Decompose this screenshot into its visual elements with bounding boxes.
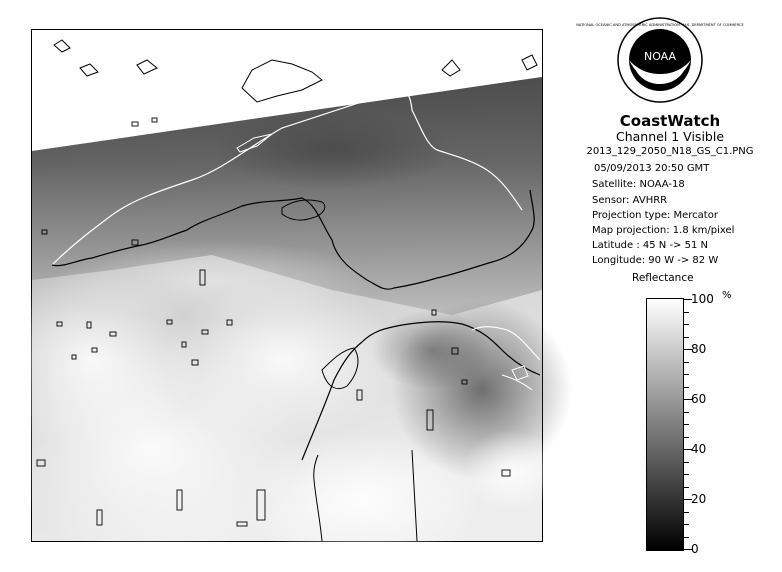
- colorbar-tick: [684, 524, 689, 525]
- colorbar-tick: [684, 374, 689, 375]
- noaa-logo: [576, 16, 744, 104]
- colorbar-unit: %: [722, 290, 732, 301]
- colorbar-tick: [684, 337, 689, 338]
- longitude-range: Longitude: 90 W -> 82 W: [592, 255, 719, 266]
- colorbar-tick: [684, 412, 689, 413]
- map-projection: Map projection: 1.8 km/pixel: [592, 225, 735, 236]
- colorbar-tick-label: 100: [691, 292, 714, 306]
- reflectance-colorbar: [646, 298, 684, 551]
- sensor: Sensor: AVHRR: [592, 195, 668, 206]
- satellite-image: [31, 29, 543, 542]
- colorbar-tick: [684, 474, 689, 475]
- satellite: Satellite: NOAA-18: [592, 179, 685, 190]
- colorbar-tick-label: 0: [691, 542, 699, 556]
- colorbar-tick-label: 60: [691, 392, 707, 406]
- logo-text: NOAA: [643, 50, 677, 63]
- colorbar-tick: [684, 487, 689, 488]
- colorbar-tick: [684, 387, 689, 388]
- latitude-range: Latitude : 45 N -> 51 N: [592, 240, 708, 251]
- brand-title: CoastWatch: [619, 112, 721, 130]
- channel-label: Channel 1 Visible: [615, 129, 725, 144]
- projection-type: Projection type: Mercator: [592, 210, 718, 221]
- colorbar-tick-label: 80: [691, 342, 707, 356]
- colorbar-tick: [684, 324, 689, 325]
- colorbar-tick: [684, 312, 689, 313]
- colorbar-tick-label: 20: [691, 492, 707, 506]
- colorbar-tick: [684, 537, 689, 538]
- datetime: 05/09/2013 20:50 GMT: [594, 163, 710, 174]
- colorbar-tick: [684, 462, 689, 463]
- colorbar-tick-label: 40: [691, 442, 707, 456]
- logo-ring-text: NATIONAL OCEANIC AND ATMOSPHERIC ADMINISTRATION · U.S. DEPARTMENT OF COMMERCE: [576, 23, 744, 27]
- colorbar-tick: [684, 362, 689, 363]
- colorbar-title: Reflectance: [632, 272, 694, 284]
- colorbar-tick: [684, 437, 689, 438]
- colorbar-tick: [684, 424, 689, 425]
- colorbar-tick: [684, 512, 689, 513]
- filename: 2013_129_2050_N18_GS_C1.PNG: [586, 146, 754, 157]
